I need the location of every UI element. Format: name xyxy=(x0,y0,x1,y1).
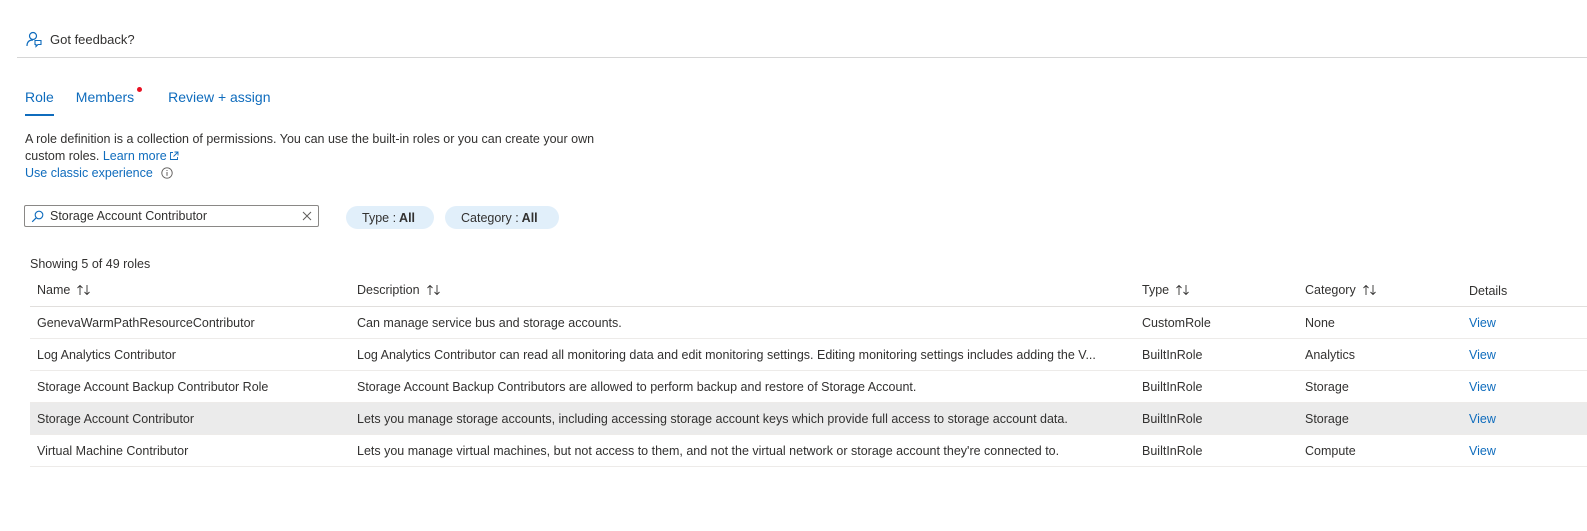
table-row[interactable] xyxy=(30,371,1587,403)
view-details-link[interactable]: View xyxy=(1469,443,1496,458)
category-filter-value: All xyxy=(521,210,538,225)
results-summary: Showing 5 of 49 roles xyxy=(30,257,151,271)
role-type: CustomRole xyxy=(1142,315,1211,330)
sort-icon xyxy=(426,284,442,299)
header-divider xyxy=(17,57,1587,58)
view-details-link[interactable]: View xyxy=(1469,315,1496,330)
role-type: BuiltInRole xyxy=(1142,443,1203,458)
view-details-link[interactable]: View xyxy=(1469,379,1496,394)
role-name: Storage Account Contributor xyxy=(37,411,195,426)
column-type-label: Type xyxy=(1142,283,1170,297)
role-category: Analytics xyxy=(1305,347,1356,362)
type-filter-label: Type : xyxy=(362,210,397,225)
table-header xyxy=(30,276,1587,307)
sort-icon xyxy=(76,284,92,299)
learn-more-link[interactable] xyxy=(103,149,179,163)
roles-table xyxy=(30,276,1587,467)
type-filter-value: All xyxy=(399,210,416,225)
role-name: GenevaWarmPathResourceContributor xyxy=(37,315,255,330)
type-filter-pill[interactable] xyxy=(346,206,434,229)
role-type: BuiltInRole xyxy=(1142,347,1203,362)
role-description-cell: Can manage service bus and storage accounts. xyxy=(357,315,622,330)
role-category: Compute xyxy=(1305,443,1356,458)
column-category-label: Category xyxy=(1305,283,1356,297)
role-type: BuiltInRole xyxy=(1142,379,1203,394)
role-type: BuiltInRole xyxy=(1142,411,1203,426)
column-header-category[interactable] xyxy=(1298,283,1462,299)
column-header-type[interactable] xyxy=(1135,283,1298,299)
role-search-box xyxy=(24,205,319,227)
tab-members-label: Members xyxy=(75,89,135,105)
role-description-cell: Storage Account Backup Contributors are allowed to perform backup and restore of Storage Account. xyxy=(357,379,917,394)
role-name: Storage Account Backup Contributor Role xyxy=(37,379,269,394)
role-name: Virtual Machine Contributor xyxy=(37,443,189,458)
role-description-text: A role definition is a collection of permissions. You can use the built-in roles or you can create your own custom roles. xyxy=(25,132,595,163)
external-link-icon xyxy=(169,151,179,161)
column-description-label: Description xyxy=(357,283,420,297)
search-icon xyxy=(31,210,44,223)
category-filter-label: Category : xyxy=(461,210,519,225)
feedback-label: Got feedback? xyxy=(50,31,135,47)
table-row[interactable] xyxy=(30,435,1587,467)
role-description xyxy=(25,131,625,165)
column-details-label: Details xyxy=(1469,284,1508,298)
sort-icon xyxy=(1175,284,1191,299)
role-category: None xyxy=(1305,315,1335,330)
learn-more-label: Learn more xyxy=(102,149,167,163)
column-header-description[interactable] xyxy=(350,283,1135,299)
table-row-selected[interactable] xyxy=(30,403,1587,435)
category-filter-pill[interactable] xyxy=(445,206,559,229)
search-input[interactable] xyxy=(44,207,302,225)
role-name: Log Analytics Contributor xyxy=(37,347,176,362)
role-description-cell: Lets you manage storage accounts, including accessing storage account keys which provide full access to storage account data. xyxy=(357,411,1068,426)
table-row[interactable] xyxy=(30,339,1587,371)
role-description-cell: Log Analytics Contributor can read all monitoring data and edit monitoring settings. Editing monitoring settings includes adding the V... xyxy=(357,347,1096,362)
notification-dot xyxy=(137,87,142,92)
tab-review-assign[interactable]: Review + assign xyxy=(168,89,271,105)
tab-members[interactable] xyxy=(76,86,134,114)
view-details-link[interactable]: View xyxy=(1469,347,1496,362)
role-description-cell: Lets you manage virtual machines, but not access to them, and not the virtual network or storage account they're connected to. xyxy=(357,443,1060,458)
tab-role[interactable]: Role xyxy=(25,86,54,114)
column-name-label: Name xyxy=(37,283,71,297)
feedback-button[interactable] xyxy=(24,30,135,48)
role-category: Storage xyxy=(1305,411,1349,426)
info-icon[interactable] xyxy=(161,167,173,179)
column-header-name[interactable] xyxy=(30,283,350,299)
wizard-tabs xyxy=(25,86,292,114)
column-header-details xyxy=(1462,284,1587,298)
classic-experience-link[interactable]: Use classic experience xyxy=(25,166,153,180)
clear-search-icon[interactable] xyxy=(302,211,312,221)
role-category: Storage xyxy=(1305,379,1349,394)
classic-experience-row xyxy=(25,166,173,180)
sort-icon xyxy=(1362,284,1378,299)
feedback-icon xyxy=(24,30,42,48)
table-row[interactable] xyxy=(30,307,1587,339)
view-details-link[interactable]: View xyxy=(1469,411,1496,426)
